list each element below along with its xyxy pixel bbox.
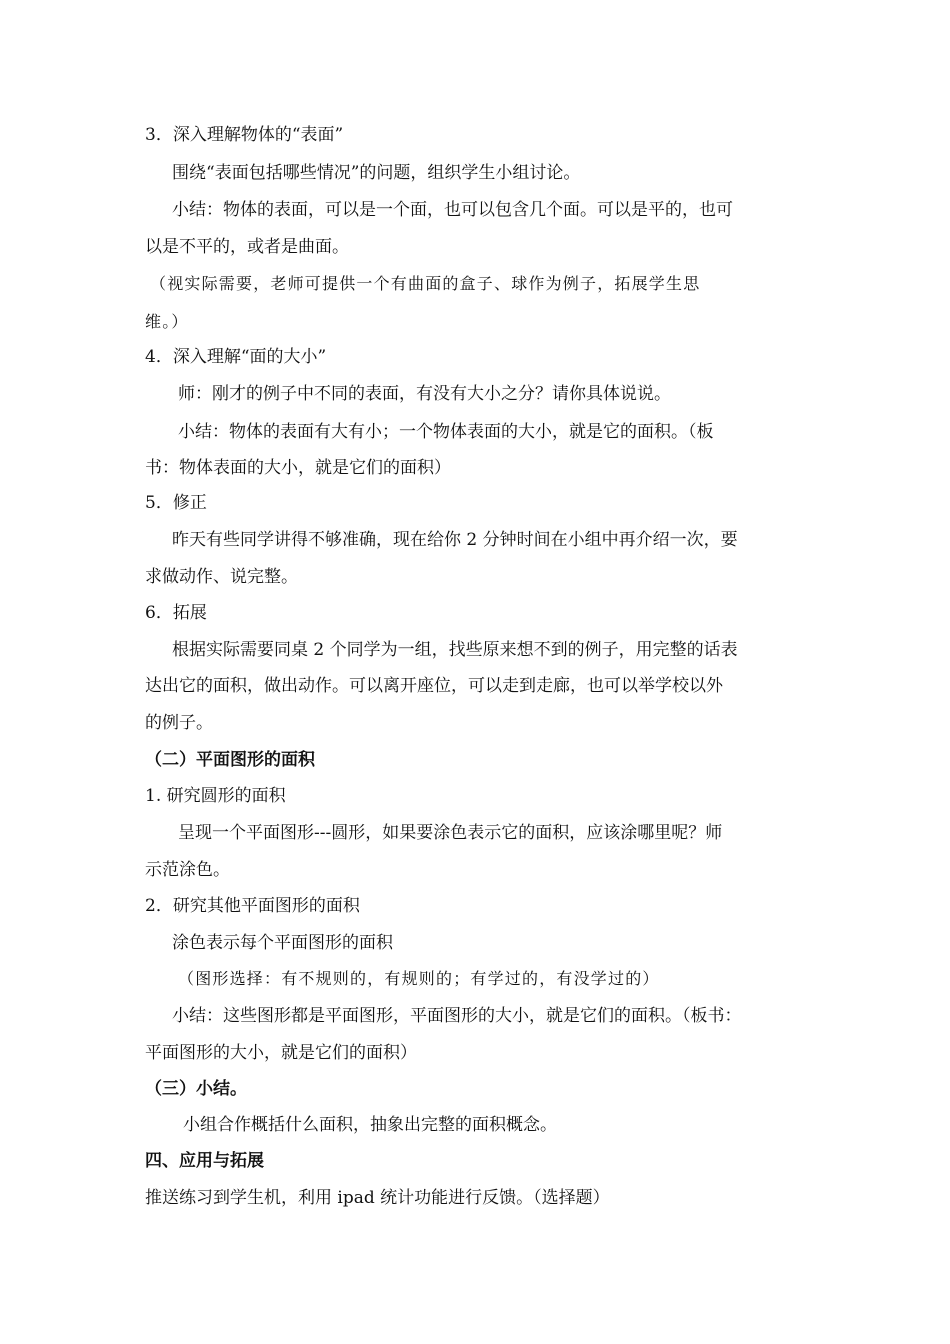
heading-1: 1. 研究圆形的面积 (145, 786, 286, 806)
paragraph: 书：物体表面的大小，就是它们的面积） (145, 458, 451, 478)
paragraph: 涂色表示每个平面图形的面积 (172, 933, 393, 953)
paragraph: 小结：这些图形都是平面图形，平面图形的大小，就是它们的面积。（板书： (172, 1006, 742, 1026)
note: 维。） (145, 312, 189, 331)
heading-6: 6．拓展 (145, 603, 207, 623)
paragraph: 的例子。 (145, 713, 213, 733)
paragraph: 小结：物体的表面，可以是一个面，也可以包含几个面。可以是平的，也可 (172, 200, 733, 220)
paragraph: 求做动作、说完整。 (145, 567, 298, 587)
paragraph: 小结：物体的表面有大有小；一个物体表面的大小，就是它的面积。（板 (178, 422, 714, 442)
heading-2: 2．研究其他平面图形的面积 (145, 896, 360, 916)
paragraph: 推送练习到学生机，利用 ipad 统计功能进行反馈。（选择题） (145, 1188, 610, 1208)
section-heading: （二）平面图形的面积 (145, 750, 315, 770)
paragraph: 根据实际需要同桌 2 个同学为一组，找些原来想不到的例子，用完整的话表 (172, 640, 738, 660)
paragraph: 以是不平的，或者是曲面。 (145, 237, 349, 257)
paragraph: 平面图形的大小，就是它们的面积） (145, 1043, 417, 1063)
paragraph: 昨天有些同学讲得不够准确，现在给你 2 分钟时间在小组中再介绍一次，要 (172, 530, 738, 550)
heading-3: 3．深入理解物体的“表面” (145, 125, 344, 145)
paragraph: 师：刚才的例子中不同的表面，有没有大小之分？请你具体说说。 (178, 384, 671, 404)
note: （视实际需要，老师可提供一个有曲面的盒子、球作为例子，拓展学生思 (150, 274, 701, 293)
paragraph: 达出它的面积，做出动作。可以离开座位，可以走到走廊，也可以举学校以外 (145, 676, 723, 696)
paragraph: 呈现一个平面图形---圆形，如果要涂色表示它的面积，应该涂哪里呢？师 (178, 823, 723, 843)
paragraph: 小组合作概括什么面积，抽象出完整的面积概念。 (183, 1115, 557, 1135)
paragraph: 示范涂色。 (145, 860, 230, 880)
paragraph: 围绕“表面包括哪些情况”的问题，组织学生小组讨论。 (172, 163, 581, 183)
chapter-heading: 四、应用与拓展 (145, 1151, 264, 1171)
heading-5: 5．修正 (145, 493, 207, 513)
section-heading: （三）小结。 (145, 1079, 247, 1099)
heading-4: 4．深入理解“面的大小” (145, 347, 327, 367)
note: （图形选择：有不规则的，有规则的；有学过的，有没学过的） (178, 969, 660, 988)
